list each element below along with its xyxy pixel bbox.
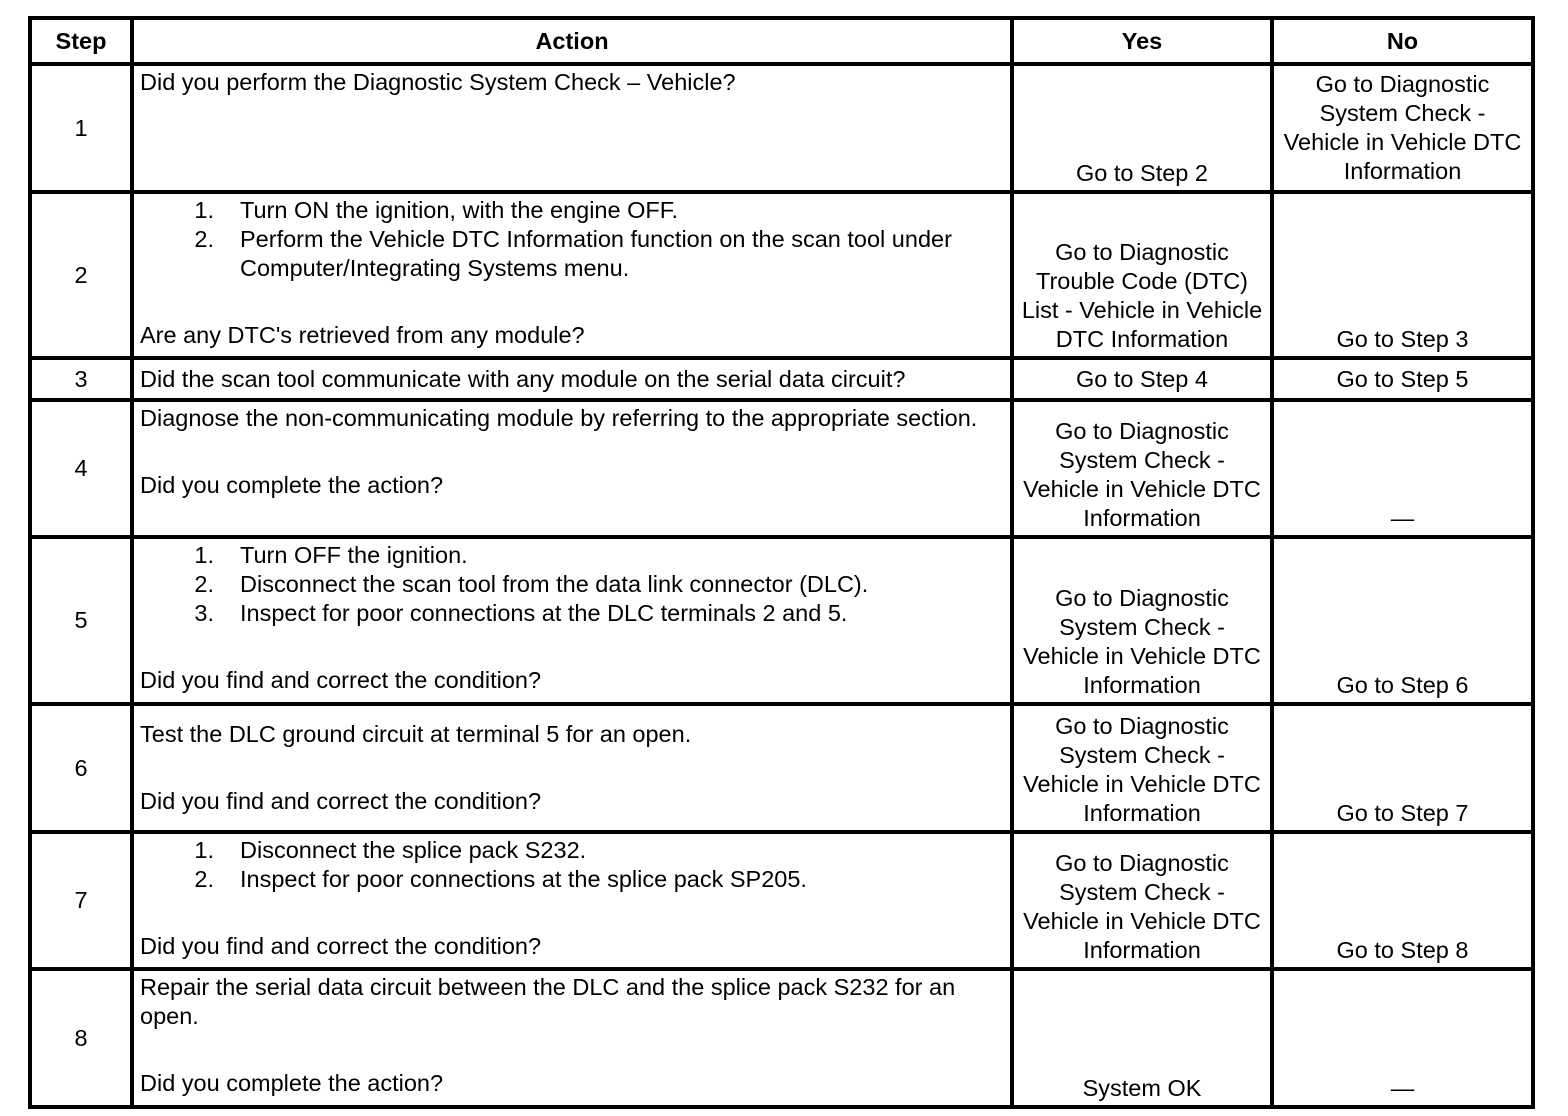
- action-question: Did you find and correct the condition?: [140, 667, 542, 693]
- action-text: Test the DLC ground circuit at terminal 5 for an open.: [140, 721, 692, 747]
- step-number: 4: [30, 400, 132, 537]
- step-number: 6: [30, 704, 132, 832]
- table-row: [30, 537, 1533, 704]
- yes-cell: Go to Step 4: [1012, 358, 1272, 400]
- list-item: [188, 836, 1004, 865]
- table-row: [30, 192, 1533, 358]
- no-cell: Go to Step 7: [1272, 704, 1533, 832]
- action-steps-list: [140, 196, 1004, 283]
- list-item-number: 1.: [194, 542, 214, 568]
- table-row: [30, 969, 1533, 1107]
- table-row: [30, 358, 1533, 400]
- header-step: Step: [30, 18, 132, 64]
- action-cell: [132, 358, 1012, 400]
- list-item: [188, 570, 1004, 599]
- list-item-number: 1.: [194, 837, 214, 863]
- action-cell: [132, 704, 1012, 832]
- list-item: [188, 541, 1004, 570]
- list-item: [188, 865, 1004, 894]
- list-item-text: Disconnect the scan tool from the data link connector (DLC).: [240, 571, 869, 597]
- no-cell: —: [1272, 969, 1533, 1107]
- step-number: 3: [30, 358, 132, 400]
- step-number: 7: [30, 832, 132, 969]
- action-cell: [132, 400, 1012, 537]
- table-row: [30, 400, 1533, 537]
- yes-cell: Go to Step 2: [1012, 64, 1272, 192]
- yes-cell: Go to Diagnostic Trouble Code (DTC) List - Vehicle in Vehicle DTC Information: [1012, 192, 1272, 358]
- action-question: Did you complete the action?: [140, 472, 444, 498]
- list-item-text: Turn ON the ignition, with the engine OFF.: [240, 197, 679, 223]
- yes-cell: Go to Diagnostic System Check - Vehicle in Vehicle DTC Information: [1012, 400, 1272, 537]
- yes-cell: Go to Diagnostic System Check - Vehicle in Vehicle DTC Information: [1012, 832, 1272, 969]
- list-item: [188, 599, 1004, 628]
- header-no: No: [1272, 18, 1533, 64]
- action-steps-list: [140, 836, 1004, 894]
- header-yes: Yes: [1012, 18, 1272, 64]
- no-cell: —: [1272, 400, 1533, 537]
- action-question: Did you complete the action?: [140, 1070, 444, 1096]
- action-cell: [132, 192, 1012, 358]
- list-item-text: Inspect for poor connections at the splice pack SP205.: [240, 866, 807, 892]
- step-number: 8: [30, 969, 132, 1107]
- list-item-number: 3.: [194, 600, 214, 626]
- action-text: Did you perform the Diagnostic System Check – Vehicle?: [140, 69, 736, 95]
- action-question: Did you find and correct the condition?: [140, 788, 542, 814]
- step-number: 2: [30, 192, 132, 358]
- list-item: [188, 225, 1004, 283]
- list-item-number: 1.: [194, 197, 214, 223]
- list-item-number: 2.: [194, 226, 214, 252]
- list-item-number: 2.: [194, 866, 214, 892]
- step-number: 5: [30, 537, 132, 704]
- action-text: Repair the serial data circuit between the DLC and the splice pack S232 for an open.: [140, 974, 956, 1029]
- list-item-number: 2.: [194, 571, 214, 597]
- action-text: Did the scan tool communicate with any module on the serial data circuit?: [140, 365, 906, 392]
- action-cell: [132, 832, 1012, 969]
- yes-cell: Go to Diagnostic System Check - Vehicle in Vehicle DTC Information: [1012, 704, 1272, 832]
- action-text: Diagnose the non-communicating module by referring to the appropriate section.: [140, 405, 978, 431]
- header-action: Action: [132, 18, 1012, 64]
- action-question: Did you find and correct the condition?: [140, 933, 542, 959]
- action-steps-list: [140, 541, 1004, 628]
- no-cell: Go to Step 6: [1272, 537, 1533, 704]
- step-number: 1: [30, 64, 132, 192]
- action-cell: [132, 537, 1012, 704]
- header-row: [30, 18, 1533, 64]
- action-question: Are any DTC's retrieved from any module?: [140, 322, 585, 348]
- list-item-text: Perform the Vehicle DTC Information function on the scan tool under Computer/Integrating Systems menu.: [240, 226, 952, 281]
- no-cell: Go to Diagnostic System Check - Vehicle in Vehicle DTC Information: [1272, 64, 1533, 192]
- table-row: [30, 704, 1533, 832]
- list-item-text: Disconnect the splice pack S232.: [240, 837, 587, 863]
- diagnostic-table: [28, 16, 1535, 1109]
- action-cell: [132, 969, 1012, 1107]
- table-row: [30, 832, 1533, 969]
- no-cell: Go to Step 8: [1272, 832, 1533, 969]
- list-item-text: Turn OFF the ignition.: [240, 542, 468, 568]
- list-item: [188, 196, 1004, 225]
- action-cell: [132, 64, 1012, 192]
- no-cell: Go to Step 5: [1272, 358, 1533, 400]
- yes-cell: System OK: [1012, 969, 1272, 1107]
- list-item-text: Inspect for poor connections at the DLC terminals 2 and 5.: [240, 600, 848, 626]
- table-row: [30, 64, 1533, 192]
- no-cell: Go to Step 3: [1272, 192, 1533, 358]
- yes-cell: Go to Diagnostic System Check - Vehicle in Vehicle DTC Information: [1012, 537, 1272, 704]
